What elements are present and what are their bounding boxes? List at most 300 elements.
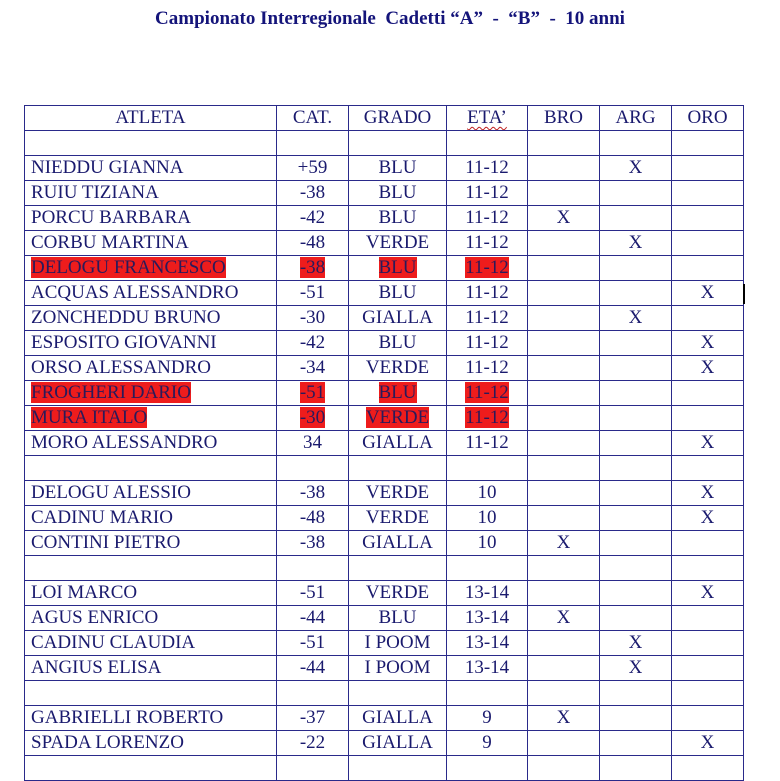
cell-oro bbox=[672, 356, 744, 381]
cell-bro bbox=[528, 156, 600, 181]
cell-arg bbox=[600, 306, 672, 331]
cell-atleta bbox=[25, 606, 277, 631]
cell-eta bbox=[447, 681, 528, 706]
cell-cat bbox=[277, 256, 349, 281]
cell-eta-text: 11-12 bbox=[465, 382, 509, 403]
cell-atleta bbox=[25, 431, 277, 456]
cell-oro bbox=[672, 706, 744, 731]
cell-atleta-text: SPADA LORENZO bbox=[31, 732, 184, 753]
cell-grado-text: VERDE bbox=[365, 232, 430, 253]
table-row bbox=[25, 481, 744, 506]
cell-cat-text: -51 bbox=[299, 632, 326, 653]
cell-atleta-text: ESPOSITO GIOVANNI bbox=[31, 332, 217, 353]
cell-bro bbox=[528, 406, 600, 431]
cell-bro bbox=[528, 481, 600, 506]
cell-arg bbox=[600, 206, 672, 231]
cell-eta-text: 11-12 bbox=[465, 182, 509, 203]
cell-cat-text: 34 bbox=[303, 432, 322, 453]
table-row bbox=[25, 156, 744, 181]
cell-oro bbox=[672, 656, 744, 681]
header-grado: GRADO bbox=[349, 106, 447, 131]
cell-atleta bbox=[25, 131, 277, 156]
cell-eta bbox=[447, 131, 528, 156]
cell-oro bbox=[672, 481, 744, 506]
cell-grado bbox=[349, 656, 447, 681]
cell-arg bbox=[600, 331, 672, 356]
cell-oro bbox=[672, 181, 744, 206]
cell-cat bbox=[277, 206, 349, 231]
cell-arg-text: X bbox=[628, 307, 643, 328]
cell-cat bbox=[277, 406, 349, 431]
cell-arg bbox=[600, 581, 672, 606]
cell-arg bbox=[600, 656, 672, 681]
cell-grado-text: I POOM bbox=[364, 657, 431, 678]
cell-grado-text: BLU bbox=[378, 257, 417, 278]
cell-atleta-text: ANGIUS ELISA bbox=[31, 657, 162, 678]
cell-oro bbox=[672, 556, 744, 581]
cell-cat-text: -48 bbox=[299, 232, 326, 253]
cell-eta-text: 11-12 bbox=[465, 432, 509, 453]
cell-atleta bbox=[25, 356, 277, 381]
cell-grado bbox=[349, 606, 447, 631]
cell-oro-text: X bbox=[700, 732, 715, 753]
cell-eta bbox=[447, 506, 528, 531]
cell-atleta-text: DELOGU FRANCESCO bbox=[31, 257, 226, 278]
cell-cat bbox=[277, 456, 349, 481]
cell-eta bbox=[447, 381, 528, 406]
cell-bro bbox=[528, 131, 600, 156]
cell-oro bbox=[672, 631, 744, 656]
cell-cat-text: -51 bbox=[299, 282, 326, 303]
cell-bro bbox=[528, 356, 600, 381]
cell-cat-text: -42 bbox=[299, 207, 326, 228]
cell-eta-text: 11-12 bbox=[465, 307, 509, 328]
cell-grado bbox=[349, 706, 447, 731]
cell-arg bbox=[600, 356, 672, 381]
cell-atleta bbox=[25, 256, 277, 281]
cell-cat-text: -44 bbox=[299, 607, 326, 628]
spacer-row bbox=[25, 681, 744, 706]
cell-eta bbox=[447, 281, 528, 306]
cell-grado bbox=[349, 581, 447, 606]
cell-atleta-text: PORCU BARBARA bbox=[31, 207, 191, 228]
cell-oro bbox=[672, 131, 744, 156]
cell-atleta bbox=[25, 556, 277, 581]
cell-arg bbox=[600, 631, 672, 656]
cell-grado-text: BLU bbox=[378, 157, 417, 178]
cell-oro bbox=[672, 731, 744, 756]
cell-cat-text: -22 bbox=[299, 732, 326, 753]
cell-arg bbox=[600, 606, 672, 631]
cell-grado bbox=[349, 131, 447, 156]
table-row bbox=[25, 256, 744, 281]
cell-arg bbox=[600, 131, 672, 156]
cell-bro bbox=[528, 231, 600, 256]
cell-eta bbox=[447, 656, 528, 681]
results-table bbox=[24, 105, 744, 781]
cell-cat-text: -38 bbox=[299, 482, 326, 503]
cell-bro bbox=[528, 581, 600, 606]
cell-grado-text: BLU bbox=[378, 607, 417, 628]
cell-cat bbox=[277, 431, 349, 456]
cell-cat bbox=[277, 306, 349, 331]
cell-cat bbox=[277, 156, 349, 181]
cell-atleta bbox=[25, 531, 277, 556]
cell-eta bbox=[447, 256, 528, 281]
cell-atleta bbox=[25, 181, 277, 206]
cell-bro-text: X bbox=[556, 532, 571, 553]
cell-atleta-text: DELOGU ALESSIO bbox=[31, 482, 191, 503]
cell-eta bbox=[447, 156, 528, 181]
cell-cat-text: -37 bbox=[299, 707, 326, 728]
header-arg: ARG bbox=[600, 106, 672, 131]
cell-arg bbox=[600, 231, 672, 256]
cell-bro bbox=[528, 531, 600, 556]
cell-bro bbox=[528, 431, 600, 456]
cell-atleta bbox=[25, 456, 277, 481]
cell-cat bbox=[277, 656, 349, 681]
cell-grado bbox=[349, 431, 447, 456]
cell-atleta bbox=[25, 656, 277, 681]
cell-oro-text: X bbox=[700, 482, 715, 503]
cell-bro bbox=[528, 556, 600, 581]
cell-oro-text: X bbox=[700, 357, 715, 378]
cell-eta-text: 9 bbox=[482, 732, 492, 753]
cell-arg bbox=[600, 156, 672, 181]
cell-cat bbox=[277, 381, 349, 406]
cell-bro bbox=[528, 606, 600, 631]
cell-grado bbox=[349, 731, 447, 756]
cell-arg bbox=[600, 506, 672, 531]
cell-eta bbox=[447, 206, 528, 231]
cell-atleta bbox=[25, 281, 277, 306]
cell-cat bbox=[277, 731, 349, 756]
table-row bbox=[25, 281, 744, 306]
cell-grado bbox=[349, 681, 447, 706]
cell-grado bbox=[349, 356, 447, 381]
cell-oro bbox=[672, 581, 744, 606]
cell-oro bbox=[672, 256, 744, 281]
cell-cat-text: -38 bbox=[299, 257, 326, 278]
cell-oro bbox=[672, 431, 744, 456]
table-row bbox=[25, 206, 744, 231]
cell-arg bbox=[600, 281, 672, 306]
table-row bbox=[25, 231, 744, 256]
cell-eta bbox=[447, 431, 528, 456]
cell-bro bbox=[528, 506, 600, 531]
cell-oro bbox=[672, 381, 744, 406]
cell-grado bbox=[349, 481, 447, 506]
cell-grado bbox=[349, 256, 447, 281]
cell-eta bbox=[447, 531, 528, 556]
cell-eta-text: 11-12 bbox=[465, 257, 509, 278]
cell-oro bbox=[672, 281, 744, 306]
header-oro: ORO bbox=[672, 106, 744, 131]
cell-grado-text: I POOM bbox=[364, 632, 431, 653]
cell-arg-text: X bbox=[628, 632, 643, 653]
cell-eta-text: 13-14 bbox=[464, 607, 510, 628]
cell-arg bbox=[600, 681, 672, 706]
cell-eta-text: 10 bbox=[477, 482, 497, 503]
header-row bbox=[25, 106, 744, 131]
cell-eta-text: 11-12 bbox=[465, 232, 509, 253]
cell-eta bbox=[447, 556, 528, 581]
cell-oro-text: X bbox=[700, 507, 715, 528]
table-row bbox=[25, 356, 744, 381]
spacer-row bbox=[25, 556, 744, 581]
table-row bbox=[25, 581, 744, 606]
cell-arg bbox=[600, 481, 672, 506]
cell-arg bbox=[600, 406, 672, 431]
document-title: Campionato Interregionale Cadetti “A” - “B” - 10 anni bbox=[155, 8, 625, 29]
cell-cat-text: -51 bbox=[299, 382, 326, 403]
cell-oro bbox=[672, 206, 744, 231]
cell-eta bbox=[447, 581, 528, 606]
cell-cat-text: -42 bbox=[299, 332, 326, 353]
cell-atleta bbox=[25, 681, 277, 706]
cell-arg-text: X bbox=[628, 157, 643, 178]
cell-oro bbox=[672, 606, 744, 631]
cell-eta bbox=[447, 456, 528, 481]
cell-atleta bbox=[25, 506, 277, 531]
cell-grado bbox=[349, 531, 447, 556]
cell-arg bbox=[600, 431, 672, 456]
table-row bbox=[25, 306, 744, 331]
cell-arg bbox=[600, 706, 672, 731]
cell-cat-text: -34 bbox=[299, 357, 326, 378]
table-row bbox=[25, 731, 744, 756]
cell-grado bbox=[349, 506, 447, 531]
table-row bbox=[25, 181, 744, 206]
cell-grado-text: BLU bbox=[378, 182, 417, 203]
cell-eta bbox=[447, 356, 528, 381]
cell-oro bbox=[672, 231, 744, 256]
cell-cat-text: -51 bbox=[299, 582, 326, 603]
cell-cat bbox=[277, 706, 349, 731]
cell-cat bbox=[277, 506, 349, 531]
text-cursor bbox=[743, 284, 745, 304]
cell-eta-text: 9 bbox=[482, 707, 492, 728]
cell-cat-text: -44 bbox=[299, 657, 326, 678]
cell-arg-text: X bbox=[628, 657, 643, 678]
table-row bbox=[25, 631, 744, 656]
cell-eta-text: 13-14 bbox=[464, 632, 510, 653]
cell-atleta-text: MURA ITALO bbox=[31, 407, 148, 428]
table-body bbox=[25, 131, 744, 781]
cell-atleta bbox=[25, 231, 277, 256]
cell-atleta-text: LOI MARCO bbox=[31, 582, 138, 603]
cell-grado-text: GIALLA bbox=[362, 732, 433, 753]
cell-arg bbox=[600, 556, 672, 581]
cell-bro bbox=[528, 381, 600, 406]
cell-grado bbox=[349, 456, 447, 481]
cell-cat bbox=[277, 556, 349, 581]
spacer-row bbox=[25, 131, 744, 156]
cell-bro-text: X bbox=[556, 207, 571, 228]
cell-cat bbox=[277, 181, 349, 206]
table-row bbox=[25, 606, 744, 631]
cell-grado-text: BLU bbox=[378, 382, 417, 403]
cell-bro bbox=[528, 331, 600, 356]
cell-cat bbox=[277, 681, 349, 706]
cell-grado-text: GIALLA bbox=[362, 707, 433, 728]
cell-bro bbox=[528, 181, 600, 206]
cell-eta-text: 13-14 bbox=[464, 657, 510, 678]
cell-eta-text: 11-12 bbox=[465, 157, 509, 178]
cell-eta bbox=[447, 181, 528, 206]
cell-eta-text: 10 bbox=[477, 507, 497, 528]
cell-bro-text: X bbox=[556, 707, 571, 728]
cell-atleta bbox=[25, 331, 277, 356]
cell-atleta-text: CORBU MARTINA bbox=[31, 232, 189, 253]
cell-atleta bbox=[25, 306, 277, 331]
cell-atleta bbox=[25, 481, 277, 506]
cell-atleta-text: RUIU TIZIANA bbox=[31, 182, 159, 203]
cell-grado-text: VERDE bbox=[365, 357, 430, 378]
table-row bbox=[25, 381, 744, 406]
cell-grado-text: BLU bbox=[378, 332, 417, 353]
cell-bro bbox=[528, 631, 600, 656]
cell-oro bbox=[672, 531, 744, 556]
table-row bbox=[25, 406, 744, 431]
cell-eta bbox=[447, 731, 528, 756]
cell-eta bbox=[447, 706, 528, 731]
cell-cat-text: -30 bbox=[299, 407, 326, 428]
cell-oro bbox=[672, 156, 744, 181]
cell-bro bbox=[528, 681, 600, 706]
cell-atleta bbox=[25, 381, 277, 406]
cell-arg bbox=[600, 456, 672, 481]
cell-cat bbox=[277, 481, 349, 506]
cell-grado bbox=[349, 306, 447, 331]
cell-grado bbox=[349, 381, 447, 406]
cell-cat-text: -38 bbox=[299, 532, 326, 553]
cell-cat bbox=[277, 631, 349, 656]
cell-bro bbox=[528, 306, 600, 331]
cell-arg bbox=[600, 731, 672, 756]
cell-eta bbox=[447, 331, 528, 356]
cell-oro-text: X bbox=[700, 332, 715, 353]
cell-atleta bbox=[25, 206, 277, 231]
cell-cat bbox=[277, 131, 349, 156]
cell-bro-text: X bbox=[556, 607, 571, 628]
table-row bbox=[25, 706, 744, 731]
cell-oro bbox=[672, 681, 744, 706]
cell-bro bbox=[528, 281, 600, 306]
table-row bbox=[25, 431, 744, 456]
header-cat: CAT. bbox=[277, 106, 349, 131]
cell-eta bbox=[447, 306, 528, 331]
cell-grado-text: VERDE bbox=[365, 507, 430, 528]
cell-eta-text: 11-12 bbox=[465, 357, 509, 378]
cell-arg-text: X bbox=[628, 232, 643, 253]
cell-grado bbox=[349, 331, 447, 356]
cell-grado bbox=[349, 631, 447, 656]
cell-bro bbox=[528, 206, 600, 231]
cell-cat bbox=[277, 531, 349, 556]
cell-cat bbox=[277, 331, 349, 356]
cell-grado bbox=[349, 206, 447, 231]
spacer-row bbox=[25, 456, 744, 481]
cell-grado-text: VERDE bbox=[365, 407, 430, 428]
cell-eta-text: 11-12 bbox=[465, 407, 509, 428]
cell-atleta-text: NIEDDU GIANNA bbox=[31, 157, 184, 178]
cell-atleta-text: ORSO ALESSANDRO bbox=[31, 357, 212, 378]
header-eta-label: ETA’ bbox=[467, 107, 507, 128]
cell-cat-text: -48 bbox=[299, 507, 326, 528]
cell-cat-text: +59 bbox=[297, 157, 328, 178]
cell-arg bbox=[600, 381, 672, 406]
cell-cat bbox=[277, 606, 349, 631]
cell-cat bbox=[277, 231, 349, 256]
table-row bbox=[25, 656, 744, 681]
cell-eta bbox=[447, 481, 528, 506]
header-eta bbox=[447, 106, 528, 131]
cell-eta bbox=[447, 631, 528, 656]
cell-oro bbox=[672, 306, 744, 331]
cell-cat bbox=[277, 356, 349, 381]
cell-atleta-text: AGUS ENRICO bbox=[31, 607, 159, 628]
cell-bro bbox=[528, 456, 600, 481]
cell-oro bbox=[672, 456, 744, 481]
cell-atleta-text: MORO ALESSANDRO bbox=[31, 432, 218, 453]
cell-cat bbox=[277, 281, 349, 306]
cell-cat bbox=[277, 581, 349, 606]
cell-grado-text: GIALLA bbox=[362, 532, 433, 553]
cell-eta-text: 13-14 bbox=[464, 582, 510, 603]
cell-atleta-text: ACQUAS ALESSANDRO bbox=[31, 282, 239, 303]
cell-cat-text: -30 bbox=[299, 307, 326, 328]
cell-grado bbox=[349, 556, 447, 581]
cell-atleta bbox=[25, 731, 277, 756]
cell-grado bbox=[349, 281, 447, 306]
cell-eta-text: 11-12 bbox=[465, 207, 509, 228]
table-row bbox=[25, 331, 744, 356]
cell-bro bbox=[528, 656, 600, 681]
cell-atleta bbox=[25, 631, 277, 656]
cell-atleta bbox=[25, 156, 277, 181]
cell-oro bbox=[672, 506, 744, 531]
cell-grado-text: VERDE bbox=[365, 582, 430, 603]
cell-grado bbox=[349, 156, 447, 181]
cell-bro bbox=[528, 706, 600, 731]
cell-grado-text: BLU bbox=[378, 207, 417, 228]
cell-atleta-text: ZONCHEDDU BRUNO bbox=[31, 307, 221, 328]
cell-arg bbox=[600, 256, 672, 281]
cell-eta bbox=[447, 231, 528, 256]
cell-atleta-text: CADINU MARIO bbox=[31, 507, 173, 528]
cell-grado bbox=[349, 406, 447, 431]
cell-eta bbox=[447, 606, 528, 631]
cell-grado bbox=[349, 181, 447, 206]
cell-arg bbox=[600, 181, 672, 206]
cell-bro bbox=[528, 256, 600, 281]
cell-atleta bbox=[25, 406, 277, 431]
cell-atleta-text: FROGHERI DARIO bbox=[31, 382, 191, 403]
cell-atleta bbox=[25, 706, 277, 731]
cell-eta bbox=[447, 406, 528, 431]
cell-grado-text: GIALLA bbox=[362, 432, 433, 453]
cell-grado-text: BLU bbox=[378, 282, 417, 303]
cell-oro bbox=[672, 406, 744, 431]
header-bro: BRO bbox=[528, 106, 600, 131]
cell-oro-text: X bbox=[700, 432, 715, 453]
cell-grado bbox=[349, 231, 447, 256]
cell-eta-text: 10 bbox=[477, 532, 497, 553]
cell-grado-text: GIALLA bbox=[362, 307, 433, 328]
header-atleta: ATLETA bbox=[25, 106, 277, 131]
cell-cat-text: -38 bbox=[299, 182, 326, 203]
